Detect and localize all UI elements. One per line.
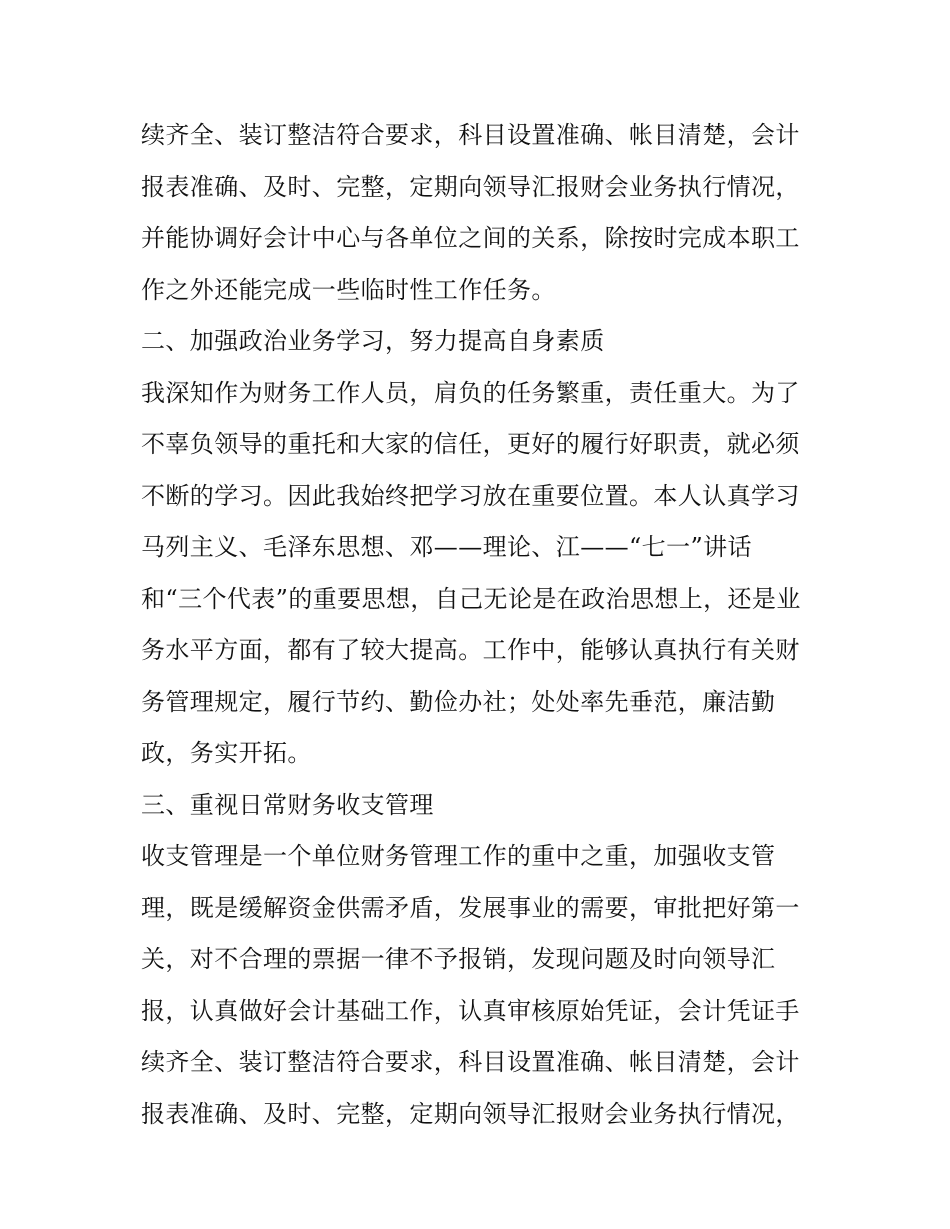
section-heading: 三、重视日常财务收支管理 — [141, 790, 434, 819]
text-line: 并能协调好会计中心与各单位之间的关系，除按时完成本职工 — [141, 224, 800, 252]
text-line: 不辜负领导的重托和大家的信任，更好的履行好职责，就必须 — [141, 430, 800, 458]
text-line: 不断的学习。因此我始终把学习放在重要位置。本人认真学习 — [141, 481, 800, 510]
section-heading: 二、加强政治业务学习，努力提高自身素质 — [141, 327, 605, 355]
body-text — [141, 110, 831, 1140]
text-line: 报表准确、及时、完整，定期向领导汇报财会业务执行情况， — [141, 172, 800, 201]
text-line: 和“三个代表”的重要思想，自己无论是在政治思想上，还是业 — [141, 584, 801, 613]
text-line: 务管理规定，履行节约、勤俭办社；处处率先垂范，廉洁勤 — [141, 687, 776, 716]
text-line: 续齐全、装订整洁符合要求，科目设置准确、帐目清楚，会计 — [141, 121, 800, 149]
text-line: 收支管理是一个单位财务管理工作的重中之重，加强收支管 — [141, 842, 776, 870]
text-line: 作之外还能完成一些临时性工作任务。 — [141, 275, 556, 304]
text-line: 政，务实开拓。 — [141, 739, 312, 767]
text-line: 续齐全、装订整洁符合要求，科目设置准确、帐目清楚，会计 — [141, 1048, 800, 1076]
text-line: 我深知作为财务工作人员，肩负的任务繁重，责任重大。为了 — [141, 378, 800, 407]
text-line: 关，对不合理的票据一律不予报销，发现问题及时向领导汇 — [141, 945, 776, 973]
text-line: 报表准确、及时、完整，定期向领导汇报财会业务执行情况， — [141, 1099, 800, 1128]
text-line: 理，既是缓解资金供需矛盾，发展事业的需要，审批把好第一 — [141, 893, 800, 922]
text-line: 马列主义、毛泽东思想、邓——理论、江——“七一”讲话 — [141, 533, 752, 561]
text-line: 务水平方面，都有了较大提高。工作中，能够认真执行有关财 — [141, 636, 800, 664]
text-line: 报，认真做好会计基础工作，认真审核原始凭证，会计凭证手 — [141, 996, 800, 1025]
